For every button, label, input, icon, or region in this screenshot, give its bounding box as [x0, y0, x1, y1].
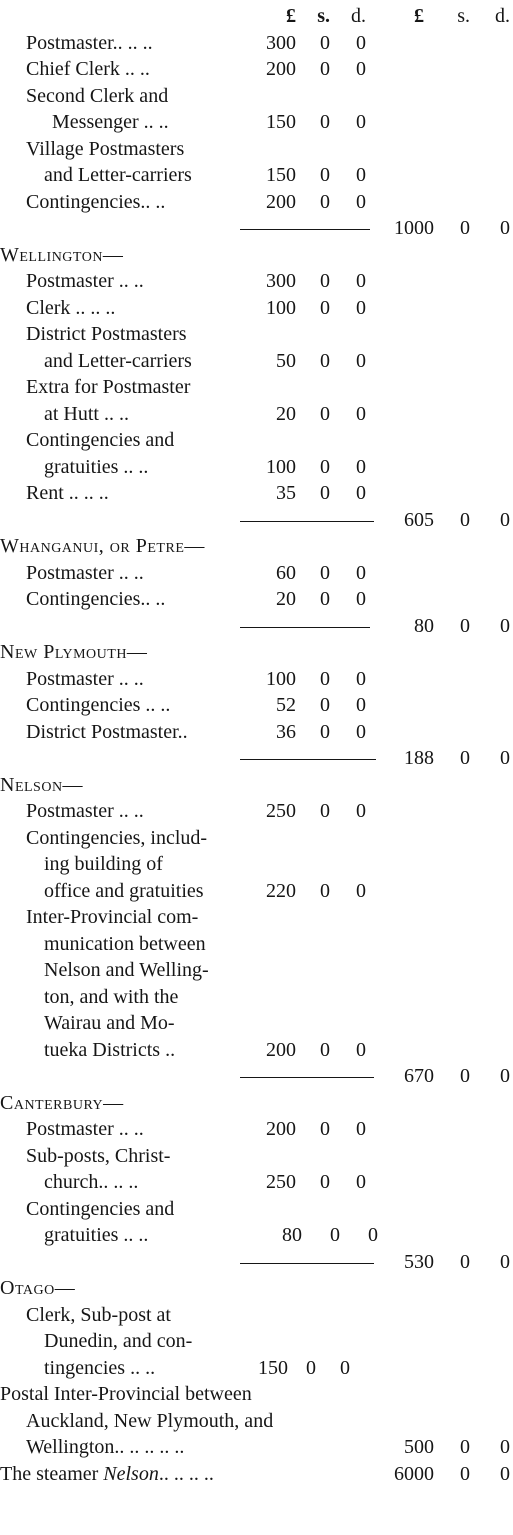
item-label: Clerk .. .. .. [26, 296, 116, 319]
item-pounds: 200 [266, 58, 296, 80]
item-label: Contingencies and [26, 1197, 175, 1220]
column-header-row [0, 3, 513, 30]
table-row [0, 904, 513, 931]
item-label: Postmaster .. .. [26, 667, 144, 690]
item-shillings: 0 [320, 1038, 330, 1061]
item-label: Nelson and Welling- [44, 959, 209, 981]
section-heading-row [0, 533, 513, 560]
subtotal-rule [240, 627, 370, 628]
table-row [0, 1143, 513, 1170]
item-shillings: 0 [320, 296, 330, 319]
item-label: Chief Clerk .. .. [26, 58, 150, 80]
section-heading-row [0, 772, 513, 799]
item-pence: 0 [500, 1462, 510, 1485]
steamer-name: Nelson [103, 1462, 159, 1485]
subtotal-row [0, 507, 513, 534]
item-label: Postal Inter-Provincial between [0, 1383, 252, 1405]
item-pounds: 100 [266, 667, 296, 690]
subtotal-row [0, 1063, 513, 1090]
item-shillings: 0 [306, 1356, 316, 1379]
item-pounds: 300 [266, 31, 296, 54]
item-label: and Letter-carriers [44, 349, 192, 372]
item-pounds: 200 [266, 190, 296, 213]
section-heading: Otago— [0, 1277, 76, 1299]
table-row [0, 560, 513, 587]
table-row [0, 1328, 513, 1355]
item-pence: 0 [356, 402, 366, 425]
section-heading-row [0, 1090, 513, 1117]
item-label: at Hutt .. .. [44, 402, 129, 425]
subtotal-shillings: 0 [460, 217, 470, 239]
table-row [0, 268, 513, 295]
item-label: District Postmasters [26, 323, 187, 345]
item-shillings: 0 [320, 270, 330, 292]
header-shillings: s. [317, 5, 330, 27]
item-label: Sub-posts, Christ- [26, 1144, 171, 1167]
item-shillings: 0 [320, 1171, 330, 1193]
item-pounds: 250 [266, 1171, 296, 1193]
subtotal-row [0, 215, 513, 242]
table-row [0, 1302, 513, 1329]
item-pounds: 220 [266, 879, 296, 902]
subtotal-pence: 0 [500, 747, 510, 769]
item-shillings: 0 [320, 720, 330, 743]
table-row [0, 374, 513, 401]
item-label: Wairau and Mo- [44, 1012, 175, 1034]
subtotal-rule [240, 521, 374, 522]
table-row [0, 1116, 513, 1143]
table-row [0, 1408, 513, 1435]
item-pounds: 300 [266, 270, 296, 292]
item-label: office and gratuities [44, 879, 204, 902]
item-shillings: 0 [460, 1436, 470, 1458]
subtotal-shillings: 0 [460, 1250, 470, 1273]
table-row [0, 83, 513, 110]
item-label: ing building of [44, 853, 163, 875]
item-pounds: 100 [266, 296, 296, 319]
item-shillings: 0 [320, 482, 330, 504]
item-shillings: 0 [320, 190, 330, 213]
header-pounds-total: £ [414, 5, 424, 27]
item-pence: 0 [368, 1224, 378, 1246]
item-shillings: 0 [320, 402, 330, 425]
subtotal-pounds: 670 [404, 1065, 434, 1087]
item-label: Postmaster .. .. [26, 561, 144, 584]
header-pounds: £ [286, 5, 296, 27]
item-pence: 0 [356, 58, 366, 80]
table-row [0, 692, 513, 719]
subtotal-shillings: 0 [460, 1065, 470, 1087]
item-label: Messenger .. .. [52, 111, 169, 133]
item-pence: 0 [356, 455, 366, 478]
subtotal-pence: 0 [500, 1250, 510, 1273]
item-label: munication between [44, 932, 206, 955]
table-row [0, 1461, 513, 1488]
item-shillings: 0 [320, 694, 330, 716]
item-pence: 0 [356, 111, 366, 133]
item-pounds: 52 [276, 694, 296, 716]
table-row [0, 1381, 513, 1408]
table-row [0, 984, 513, 1011]
item-pounds: 50 [276, 349, 296, 372]
item-pounds: 150 [258, 1356, 288, 1379]
item-pounds: 36 [276, 720, 296, 743]
table-row [0, 480, 513, 507]
item-pence: 0 [356, 720, 366, 743]
item-pence: 0 [356, 31, 366, 54]
table-row [0, 851, 513, 878]
item-label: Extra for Postmaster [26, 376, 191, 398]
item-label: Contingencies and [26, 429, 175, 451]
subtotal-pounds: 188 [404, 747, 434, 769]
item-label: ton, and with the [44, 985, 179, 1008]
item-pounds: 200 [266, 1118, 296, 1140]
table-row [0, 1169, 513, 1196]
subtotal-pounds: 605 [404, 508, 434, 531]
item-label: District Postmaster.. [26, 720, 188, 743]
item-label: Dunedin, and con- [44, 1330, 193, 1352]
section-heading: Nelson— [0, 773, 84, 796]
item-label: Clerk, Sub-post at [26, 1303, 171, 1326]
table-row [0, 878, 513, 905]
table-row [0, 348, 513, 375]
subtotal-shillings: 0 [460, 747, 470, 769]
item-pounds: 500 [404, 1436, 434, 1458]
table-row [0, 321, 513, 348]
item-pounds: 200 [266, 1038, 296, 1061]
item-pence: 0 [356, 1118, 366, 1140]
item-shillings: 0 [320, 800, 330, 822]
item-label: tingencies .. .. [44, 1356, 156, 1379]
header-pence: d. [351, 5, 366, 27]
item-label: tueka Districts .. [44, 1038, 176, 1061]
item-label: Auckland, New Plymouth, and [26, 1409, 274, 1432]
subtotal-pence: 0 [500, 217, 510, 239]
item-pence: 0 [356, 1171, 366, 1193]
table-row [0, 719, 513, 746]
header-pence-total: d. [495, 5, 510, 27]
item-label [0, 1461, 214, 1488]
item-shillings: 0 [320, 561, 330, 584]
subtotal-row [0, 613, 513, 640]
item-pence: 0 [356, 270, 366, 292]
table-row [0, 401, 513, 428]
item-label: Contingencies.. .. [26, 190, 166, 213]
item-pounds: 20 [276, 588, 296, 610]
item-label: Wellington.. .. .. .. .. [26, 1436, 185, 1458]
item-shillings: 0 [330, 1224, 340, 1246]
item-label: Contingencies, includ- [26, 826, 208, 849]
table-row [0, 1196, 513, 1223]
item-shillings: 0 [320, 879, 330, 902]
subtotal-pounds: 80 [414, 614, 434, 637]
item-label: gratuities .. .. [44, 1224, 149, 1246]
section-heading-row [0, 1275, 513, 1302]
item-pounds: 6000 [394, 1462, 434, 1485]
item-pounds: 100 [266, 455, 296, 478]
subtotal-row [0, 1249, 513, 1276]
item-pence: 0 [356, 561, 366, 584]
section-heading: Whanganui, or Petre— [0, 535, 205, 557]
item-pence: 0 [500, 1436, 510, 1458]
item-pounds: 250 [266, 800, 296, 822]
table-row [0, 189, 513, 216]
table-row [0, 30, 513, 57]
section-heading-row [0, 242, 513, 269]
item-label: gratuities .. .. [44, 455, 149, 478]
table-row [0, 957, 513, 984]
item-shillings: 0 [320, 1118, 330, 1140]
item-label: and Letter-carriers [44, 164, 192, 186]
item-shillings: 0 [320, 588, 330, 610]
item-pence: 0 [356, 190, 366, 213]
table-row [0, 931, 513, 958]
item-label: Postmaster .. .. [26, 800, 144, 822]
section-heading-row [0, 639, 513, 666]
subtotal-pence: 0 [500, 508, 510, 531]
item-shillings: 0 [320, 111, 330, 133]
subtotal-pounds: 1000 [394, 217, 434, 239]
table-row [0, 109, 513, 136]
subtotal-row [0, 745, 513, 772]
item-shillings: 0 [320, 31, 330, 54]
item-label: Rent .. .. .. [26, 482, 109, 504]
item-label: Postmaster .. .. [26, 1118, 144, 1140]
item-pence: 0 [356, 667, 366, 690]
section-heading: New Plymouth— [0, 641, 148, 663]
table-row [0, 136, 513, 163]
table-row [0, 162, 513, 189]
item-label: Postmaster.. .. .. [26, 31, 153, 54]
table-row [0, 1010, 513, 1037]
item-shillings: 0 [320, 58, 330, 80]
subtotal-shillings: 0 [460, 614, 470, 637]
table-row [0, 1355, 513, 1382]
table-row [0, 798, 513, 825]
subtotal-rule [240, 1263, 374, 1264]
table-row [0, 586, 513, 613]
subtotal-rule [240, 229, 370, 230]
table-row [0, 825, 513, 852]
item-pounds: 60 [276, 561, 296, 584]
table-row [0, 666, 513, 693]
subtotal-pence: 0 [500, 614, 510, 637]
item-shillings: 0 [460, 1462, 470, 1485]
header-shillings-total: s. [457, 5, 470, 27]
subtotal-rule [240, 1077, 374, 1078]
subtotal-rule [240, 759, 376, 760]
item-pence: 0 [356, 349, 366, 372]
steamer-label-prefix: The steamer [0, 1462, 104, 1485]
item-pounds: 35 [276, 482, 296, 504]
item-pounds: 20 [276, 402, 296, 425]
item-pence: 0 [356, 879, 366, 902]
table-row [0, 1037, 513, 1064]
subtotal-pence: 0 [500, 1065, 510, 1087]
item-pounds: 150 [266, 111, 296, 133]
table-row [0, 1434, 513, 1461]
item-pounds: 150 [266, 164, 296, 186]
item-label: Inter-Provincial com- [26, 906, 199, 928]
item-label: Contingencies .. .. [26, 694, 171, 716]
section-heading: Wellington— [0, 243, 124, 266]
item-pence: 0 [356, 296, 366, 319]
item-shillings: 0 [320, 455, 330, 478]
item-pence: 0 [356, 694, 366, 716]
item-label: Contingencies.. .. [26, 588, 166, 610]
steamer-label-suffix: .. .. .. .. [158, 1462, 214, 1485]
item-pounds: 80 [282, 1224, 302, 1246]
item-label: Second Clerk and [26, 84, 169, 107]
table-row [0, 427, 513, 454]
item-label: Postmaster .. .. [26, 270, 144, 292]
item-shillings: 0 [320, 349, 330, 372]
item-label: church.. .. .. [44, 1171, 139, 1193]
item-pence: 0 [340, 1356, 350, 1379]
subtotal-pounds: 530 [404, 1250, 434, 1273]
item-label: Village Postmasters [26, 137, 185, 160]
table-row [0, 1222, 513, 1249]
section-heading: Canterbury— [0, 1091, 124, 1114]
subtotal-shillings: 0 [460, 508, 470, 531]
item-pence: 0 [356, 164, 366, 186]
table-row [0, 295, 513, 322]
item-pence: 0 [356, 482, 366, 504]
item-pence: 0 [356, 800, 366, 822]
item-shillings: 0 [320, 164, 330, 186]
item-pence: 0 [356, 1038, 366, 1061]
table-row [0, 56, 513, 83]
item-shillings: 0 [320, 667, 330, 690]
table-row [0, 454, 513, 481]
item-pence: 0 [356, 588, 366, 610]
